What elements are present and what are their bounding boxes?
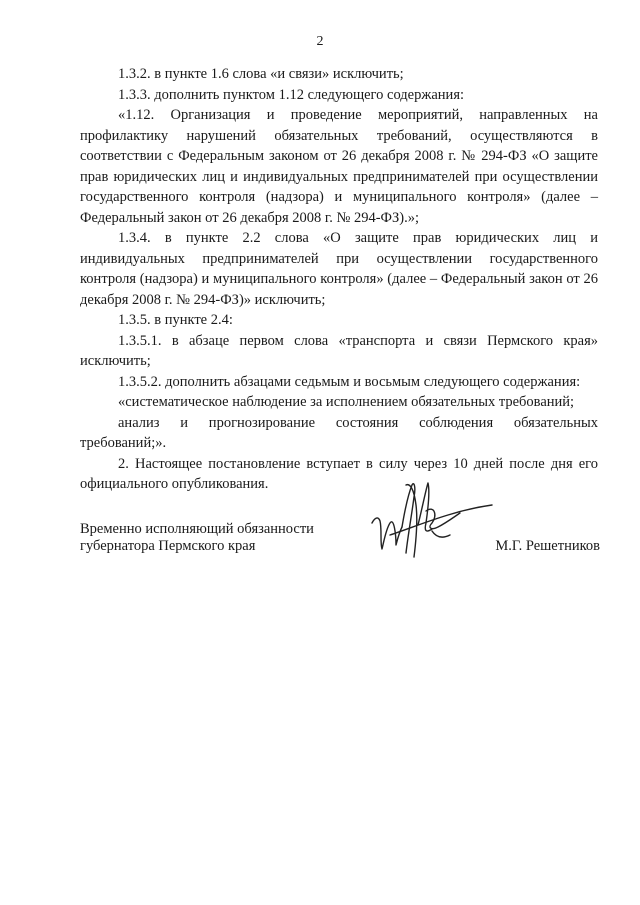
paragraph-1-3-5-1: 1.3.5.1. в абзаце первом слова «транспорта и связи Пермского края» исключить; [80, 332, 598, 369]
paragraph-1-3-3: 1.3.3. дополнить пунктом 1.12 следующего содержания: [118, 86, 465, 103]
handwritten-signature [368, 475, 518, 575]
page-number: 2 [316, 34, 324, 49]
document-body [80, 64, 598, 495]
paragraph-1-3-5-2: 1.3.5.2. дополнить абзацами седьмым и восьмым следующего содержания: [118, 373, 581, 390]
paragraph-1-12-quote: «1.12. Организация и проведение мероприятий, направленных на профилактику нарушений обязательных требований, осуществляются в соответствии с Федеральным законом от 26 декабря 2008 г. № 294-ФЗ «О защите прав юридических лиц и индивидуальных предпринимателей при осуществлении государственного контроля (надзора) и муниципального контроля» (далее – Федеральный закон от 26 декабря 2008 г. № 294-ФЗ).»; [80, 107, 598, 226]
paragraph-1-3-4: 1.3.4. в пункте 2.2 слова «О защите прав юридических лиц и индивидуальных предпринимателей при осуществлении государственного контроля (надзора) и муниципального контроля» (далее – Федеральный закон от 26 декабря 2008 г. № 294-ФЗ)» исключить; [80, 230, 598, 308]
signature-block [80, 521, 600, 581]
paragraph-effective-date: 2. Настоящее постановление вступает в силу через 10 дней после дня его официального опубликования. [80, 455, 598, 492]
signatory-title [80, 521, 314, 555]
paragraph-1-3-5: 1.3.5. в пункте 2.4: [118, 312, 233, 328]
paragraph-systematic-observation: «систематическое наблюдение за исполнением обязательных требований; [118, 394, 575, 410]
signatory-title-line2: губернатора Пермского края [80, 538, 256, 554]
signatory-title-line1: Временно исполняющий обязанности [80, 521, 314, 537]
signatory-name: М.Г. Решетников [495, 538, 600, 554]
paragraph-1-3-2: 1.3.2. в пункте 1.6 слова «и связи» исключить; [118, 66, 404, 82]
paragraph-analysis-forecasting: анализ и прогнозирование состояния соблюдения обязательных требований;». [80, 414, 598, 451]
